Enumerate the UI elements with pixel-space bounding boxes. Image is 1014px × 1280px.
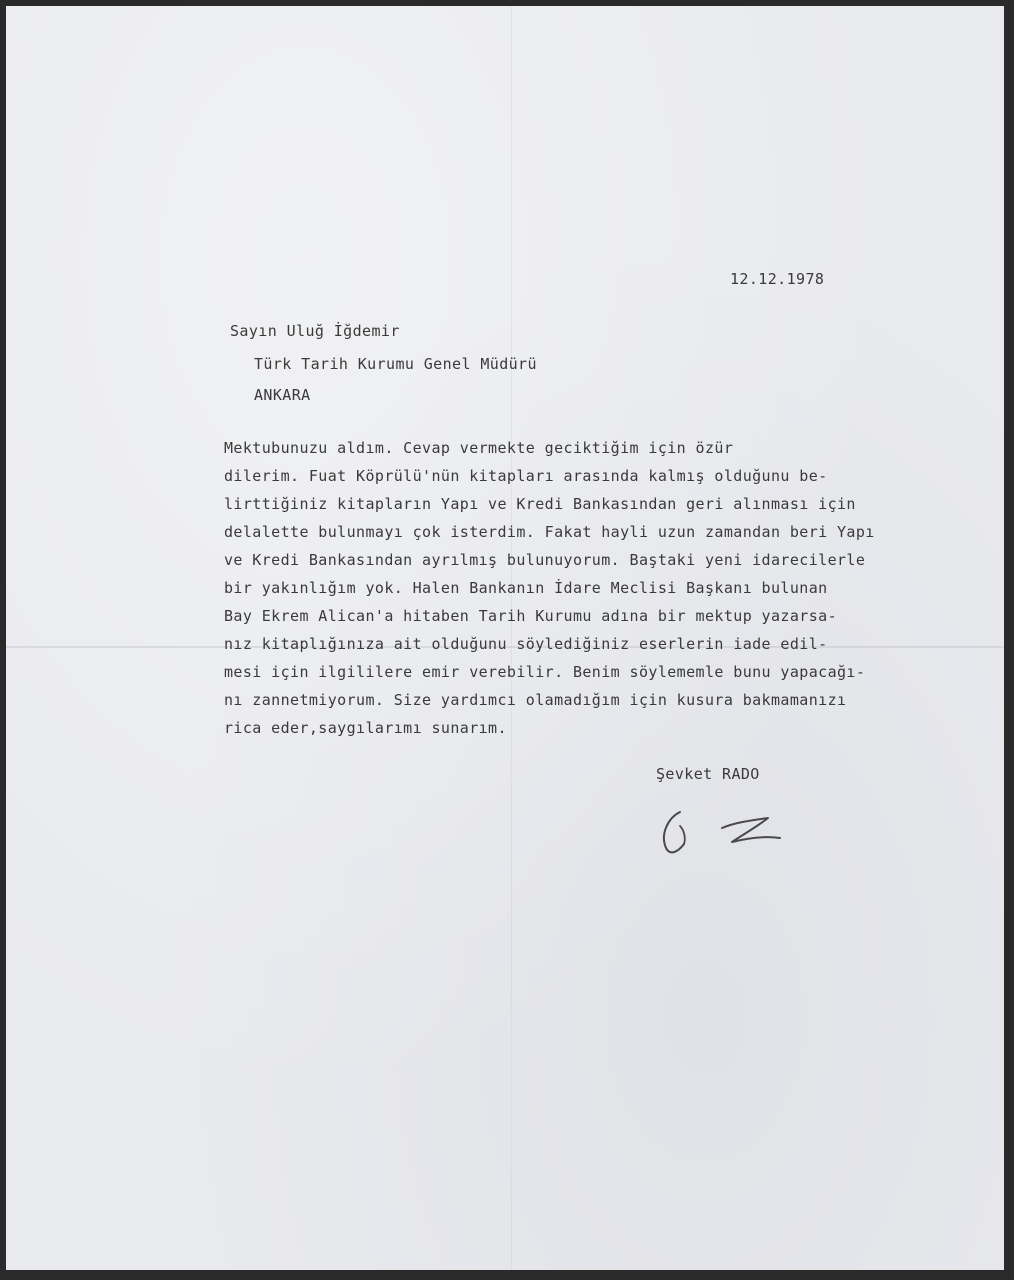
sender-name: Şevket RADO xyxy=(656,765,760,783)
body-line: nı zannetmiyorum. Size yardımcı olamadığım için kusura bakmamanızı xyxy=(224,691,847,709)
handwritten-signature xyxy=(650,804,790,864)
body-line: Bay Ekrem Alican'a hitaben Tarih Kurumu adına bir mektup yazarsa- xyxy=(224,607,837,625)
body-line: Mektubunuzu aldım. Cevap vermekte geciktiğim için özür xyxy=(224,439,734,457)
letter-date: 12.12.1978 xyxy=(730,270,825,288)
body-line: dilerim. Fuat Köprülü'nün kitapları arasında kalmış olduğunu be- xyxy=(224,467,828,485)
letter-page xyxy=(6,6,1004,1270)
body-line: ve Kredi Bankasından ayrılmış bulunuyorum. Baştaki yeni idarecilerle xyxy=(224,551,866,569)
body-line: lirttiğiniz kitapların Yapı ve Kredi Bankasından geri alınması için xyxy=(224,495,856,513)
body-line: bir yakınlığım yok. Halen Bankanın İdare Meclisi Başkanı bulunan xyxy=(224,579,828,597)
body-line: nız kitaplığınıza ait olduğunu söylediğiniz eserlerin iade edil- xyxy=(224,635,828,653)
body-line: delalette bulunmayı çok isterdim. Fakat hayli uzun zamandan beri Yapı xyxy=(224,523,875,541)
body-line: mesi için ilgililere emir verebilir. Benim söylememle bunu yapacağı- xyxy=(224,663,866,681)
recipient-name: Sayın Uluğ İğdemir xyxy=(230,322,400,340)
recipient-title: Türk Tarih Kurumu Genel Müdürü xyxy=(254,355,537,373)
recipient-city: ANKARA xyxy=(254,386,311,404)
body-line: rica eder,saygılarımı sunarım. xyxy=(224,719,507,737)
